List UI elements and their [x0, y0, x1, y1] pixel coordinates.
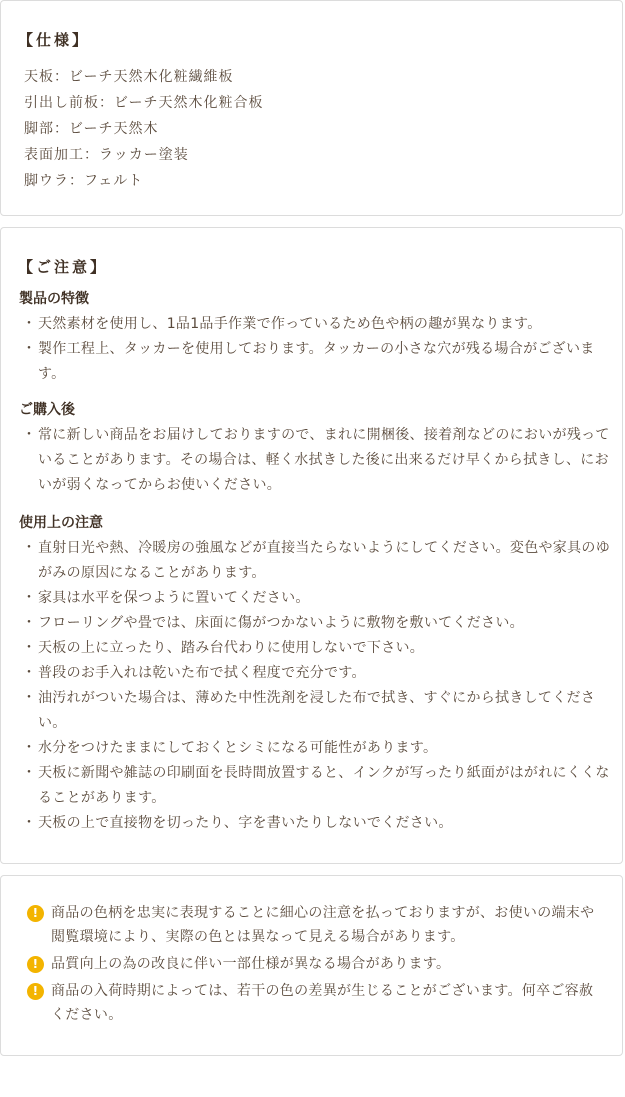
bullet: ・ [22, 540, 37, 556]
features-list [19, 312, 614, 387]
after-purchase-list [19, 423, 614, 498]
spec-item: 引出し前板：ビーチ天然木化粧合板 [24, 95, 264, 111]
usage-heading: 使用上の注意 [19, 515, 103, 531]
spec-item: 表面加工：ラッカー塗装 [24, 147, 189, 163]
notice-text: 品質向上の為の改良に伴い一部仕様が異なる場合があります。 [51, 956, 451, 972]
list-item-text: 普段のお手入れは乾いた布で拭く程度で充分です。 [38, 665, 366, 681]
bullet: ・ [22, 316, 37, 332]
warning-circle-icon: ! [27, 956, 44, 973]
list-item-text: 天然素材を使用し、1品1品手作業で作っているため色や柄の趣が異なります。 [38, 316, 542, 332]
spec-panel [0, 0, 623, 216]
notice-panel [0, 875, 623, 1056]
list-item [19, 811, 614, 836]
list-item-text: 製作工程上、タッカーを使用しております。タッカーの小さな穴が残る場合がございます。 [38, 341, 595, 382]
list-item [19, 423, 614, 498]
spec-list [24, 64, 263, 194]
features-heading: 製品の特徴 [19, 291, 89, 307]
notice-text: 商品の色柄を忠実に表現することに細心の注意を払っておりますが、お使いの端末や閲覧環境により、実際の色とは異なって見える場合があります。 [51, 905, 595, 945]
after-purchase-section [19, 399, 614, 498]
list-item-text: 家具は水平を保つように置いてください。 [38, 590, 310, 606]
list-item-text: 天板の上で直接物を切ったり、字を書いたりしないでください。 [38, 815, 453, 831]
caution-panel [0, 227, 623, 864]
list-item [19, 337, 614, 387]
bullet: ・ [22, 765, 37, 781]
usage-section [19, 512, 614, 836]
spec-title: 【仕様】 [18, 31, 91, 49]
list-item-text: 直射日光や熱、冷暖房の強風などが直接当たらないようにしてください。変色や家具のゆがみの原因になることがあります。 [38, 540, 610, 581]
bullet: ・ [22, 615, 37, 631]
spec-item: 脚ウラ：フェルト [24, 173, 144, 189]
list-item [19, 636, 614, 661]
list-item [19, 536, 614, 586]
list-item [19, 661, 614, 686]
list-item-text: 天板に新聞や雑誌の印刷面を長時間放置すると、インクが写ったり紙面がはがれにくくなることがあります。 [38, 765, 610, 806]
bullet: ・ [22, 640, 37, 656]
caution-title: 【ご注意】 [18, 258, 109, 276]
spec-item: 脚部：ビーチ天然木 [24, 121, 159, 137]
spec-item: 天板：ビーチ天然木化粧繊維板 [24, 69, 234, 85]
bullet: ・ [22, 341, 37, 357]
list-item-text: 常に新しい商品をお届けしておりますので、まれに開梱後、接着剤などのにおいが残っていることがあります。その場合は、軽く水拭きした後に出来るだけ早くから拭きし、においが弱くなってからお使いください。 [38, 427, 610, 493]
list-item [19, 686, 614, 736]
usage-list [19, 536, 614, 836]
bullet: ・ [22, 427, 37, 443]
after-purchase-heading: ご購入後 [19, 402, 75, 418]
notice-list [27, 901, 606, 1030]
list-item-text: 油汚れがついた場合は、薄めた中性洗剤を浸した布で拭き、すぐにから拭きしてください。 [38, 690, 596, 731]
warning-circle-icon: ! [27, 983, 44, 1000]
bullet: ・ [22, 815, 37, 831]
list-item-text: 天板の上に立ったり、踏み台代わりに使用しないで下さい。 [38, 640, 425, 656]
features-section [19, 288, 614, 387]
bullet: ・ [22, 740, 37, 756]
list-item [19, 312, 614, 337]
notice-item [27, 901, 606, 949]
list-item [19, 761, 614, 811]
bullet: ・ [22, 590, 37, 606]
notice-item [27, 979, 606, 1027]
list-item [19, 736, 614, 761]
warning-circle-icon: ! [27, 905, 44, 922]
list-item-text: 水分をつけたままにしておくとシミになる可能性があります。 [38, 740, 438, 756]
list-item [19, 611, 614, 636]
notice-text: 商品の入荷時期によっては、若干の色の差異が生じることがございます。何卒ご容赦ください。 [51, 983, 594, 1023]
list-item [19, 586, 614, 611]
bullet: ・ [22, 665, 37, 681]
bullet: ・ [22, 690, 37, 706]
list-item-text: フローリングや畳では、床面に傷がつかないように敷物を敷いてください。 [38, 615, 524, 631]
notice-item [27, 952, 606, 976]
